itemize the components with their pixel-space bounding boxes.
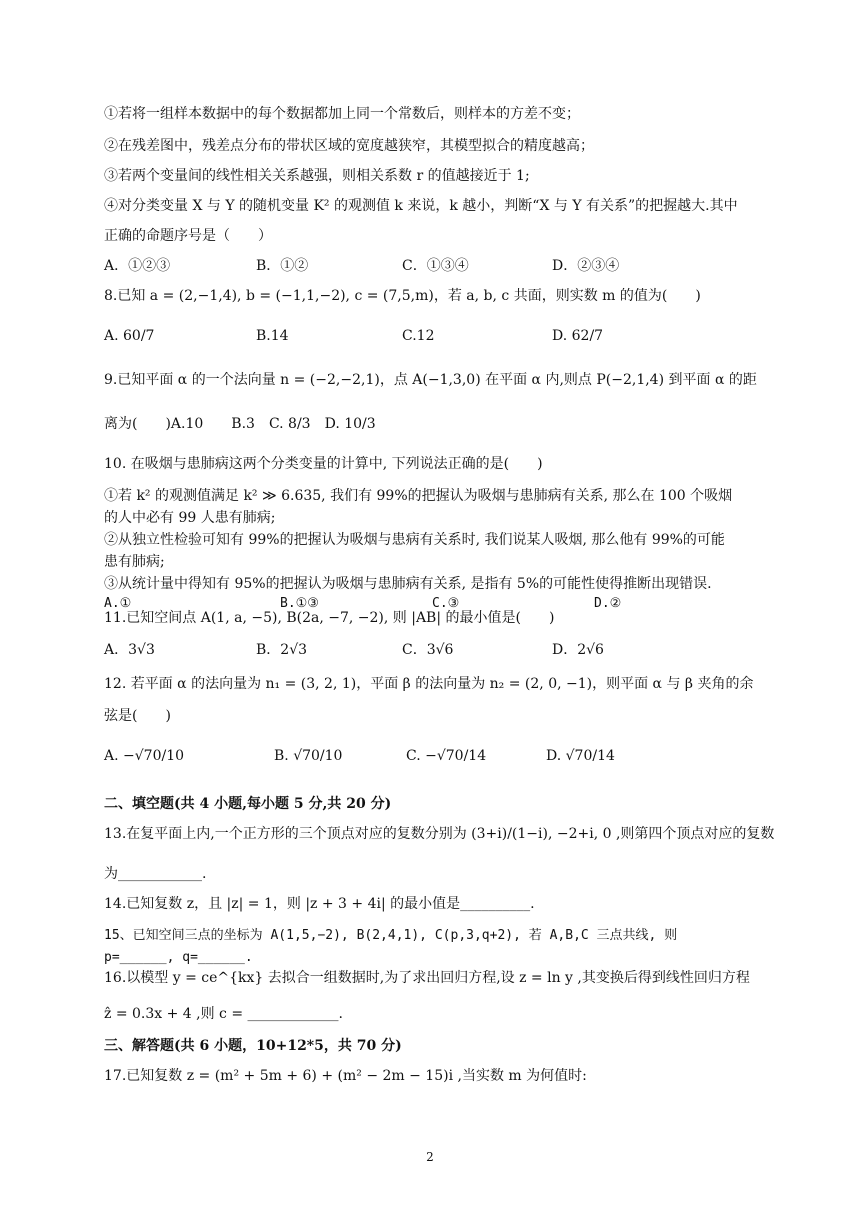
option-b: B.14 — [256, 328, 289, 344]
question-12-options — [104, 746, 794, 782]
option-a: A. −√70/10 — [104, 748, 185, 764]
option-a: A.① — [104, 596, 132, 611]
option-d: D.② — [594, 596, 622, 611]
question-12-line-2: 弦是( ) — [104, 708, 171, 724]
question-8: 8.已知 a = (2,−1,4), b = (−1,1,−2), c = (7,5,m)，若 a, b, c 共面，则实数 m 的值为( ) — [104, 288, 701, 304]
statement-4: ④对分类变量 X 与 Y 的随机变量 K² 的观测值 k 来说，k 越小，判断“X 与 Y 有关系”的把握越大.其中 — [104, 198, 738, 214]
question-10-statement-2a: ②从独立性检验可知有 99%的把握认为吸烟与患病有关系时, 我们说某人吸烟, 那么他有 99%的可能 — [104, 532, 725, 548]
option-c: C. −√70/14 — [406, 748, 487, 764]
question-9-line-1: 9.已知平面 α 的一个法向量 n = (−2,−2,1)，点 A(−1,3,0) 在平面 α 内,则点 P(−2,1,4) 到平面 α 的距 — [104, 372, 757, 388]
question-10: 10. 在吸烟与患肺病这两个分类变量的计算中, 下列说法正确的是( ) — [104, 456, 543, 472]
option-a: A．①②③ — [104, 258, 171, 274]
section-heading-answer: 三、解答题(共 6 小题，10+12*5，共 70 分) — [104, 1038, 402, 1054]
option-a: A．3√3 — [104, 642, 155, 658]
option-b: B. √70/10 — [274, 748, 343, 764]
option-c: C．3√6 — [402, 642, 454, 658]
question-11-options — [104, 640, 794, 676]
section-heading-fill-in: 二、填空题(共 4 小题,每小题 5 分,共 20 分) — [104, 796, 392, 812]
question-16-line-2: ẑ = 0.3x + 4 ,则 c = _____________. — [104, 1006, 343, 1022]
option-d: D. √70/14 — [546, 748, 615, 764]
question-13-line-2: 为____________. — [104, 866, 207, 882]
question-10-statement-1a: ①若 k² 的观测值满足 k² ≫ 6.635, 我们有 99%的把握认为吸烟与患肺病有关系, 那么在 100 个吸烟 — [104, 488, 733, 504]
statement-3: ③若两个变量间的线性相关关系越强，则相关系数 r 的值越接近于 1; — [104, 168, 530, 184]
question-15-line-1: 15、已知空间三点的坐标为 A(1,5,−2), B(2,4,1), C(p,3,q+2), 若 A,B,C 三点共线, 则 — [104, 928, 678, 943]
option-c: C．①③④ — [402, 258, 469, 274]
question-11: 11.已知空间点 A(1, a, −5), B(2a, −7, −2), 则 |AB| 的最小值是( ) — [104, 610, 555, 626]
option-d: D．2√6 — [552, 642, 604, 658]
option-b: B．2√3 — [256, 642, 308, 658]
question-7-prompt: 正确的命题序号是（ ） — [104, 228, 272, 244]
question-14: 14.已知复数 z，且 |z| = 1，则 |z + 3 + 4i| 的最小值是__________. — [104, 896, 535, 912]
question-13-line-1: 13.在复平面上内,一个正方形的三个顶点对应的复数分别为 (3+i)/(1−i), −2+i, 0 ,则第四个顶点对应的复数 — [104, 826, 775, 842]
question-9-line-2: 离为( )A.10 B.3 C. 8/3 D. 10/3 — [104, 416, 376, 432]
page-number: 2 — [426, 1150, 434, 1164]
question-10-statement-3: ③从统计量中得知有 95%的把握认为吸烟与患肺病有关系, 是指有 5%的可能性使得推断出现错误. — [104, 576, 712, 592]
question-12-line-1: 12. 若平面 α 的法向量为 n₁ = (3, 2, 1)，平面 β 的法向量为 n₂ = (2, 0, −1)，则平面 α 与 β 夹角的余 — [104, 676, 754, 692]
question-16-line-1: 16.以模型 y = ce^{kx} 去拟合一组数据时,为了求出回归方程,设 z = ln y ,其变换后得到线性回归方程 — [104, 970, 750, 986]
option-d: D．②③④ — [552, 258, 620, 274]
option-c: C.③ — [432, 596, 460, 611]
question-10-statement-2b: 患有肺病; — [104, 554, 165, 570]
option-c: C.12 — [402, 328, 435, 344]
option-b: B．①② — [256, 258, 309, 274]
statement-2: ②在残差图中，残差点分布的带状区域的宽度越狭窄，其模型拟合的精度越高； — [104, 138, 594, 154]
question-15-line-2: p=______, q=______. — [104, 950, 253, 965]
question-17: 17.已知复数 z = (m² + 5m + 6) + (m² − 2m − 15)i ,当实数 m 为何值时: — [104, 1068, 587, 1084]
question-8-options — [104, 326, 794, 362]
option-b: B.①③ — [280, 596, 319, 611]
statement-1: ①若将一组样本数据中的每个数据都加上同一个常数后，则样本的方差不变； — [104, 106, 580, 122]
option-d: D. 62/7 — [552, 328, 604, 344]
option-a: A. 60/7 — [104, 328, 155, 344]
question-10-statement-1b: 的人中必有 99 人患有肺病; — [104, 510, 276, 526]
